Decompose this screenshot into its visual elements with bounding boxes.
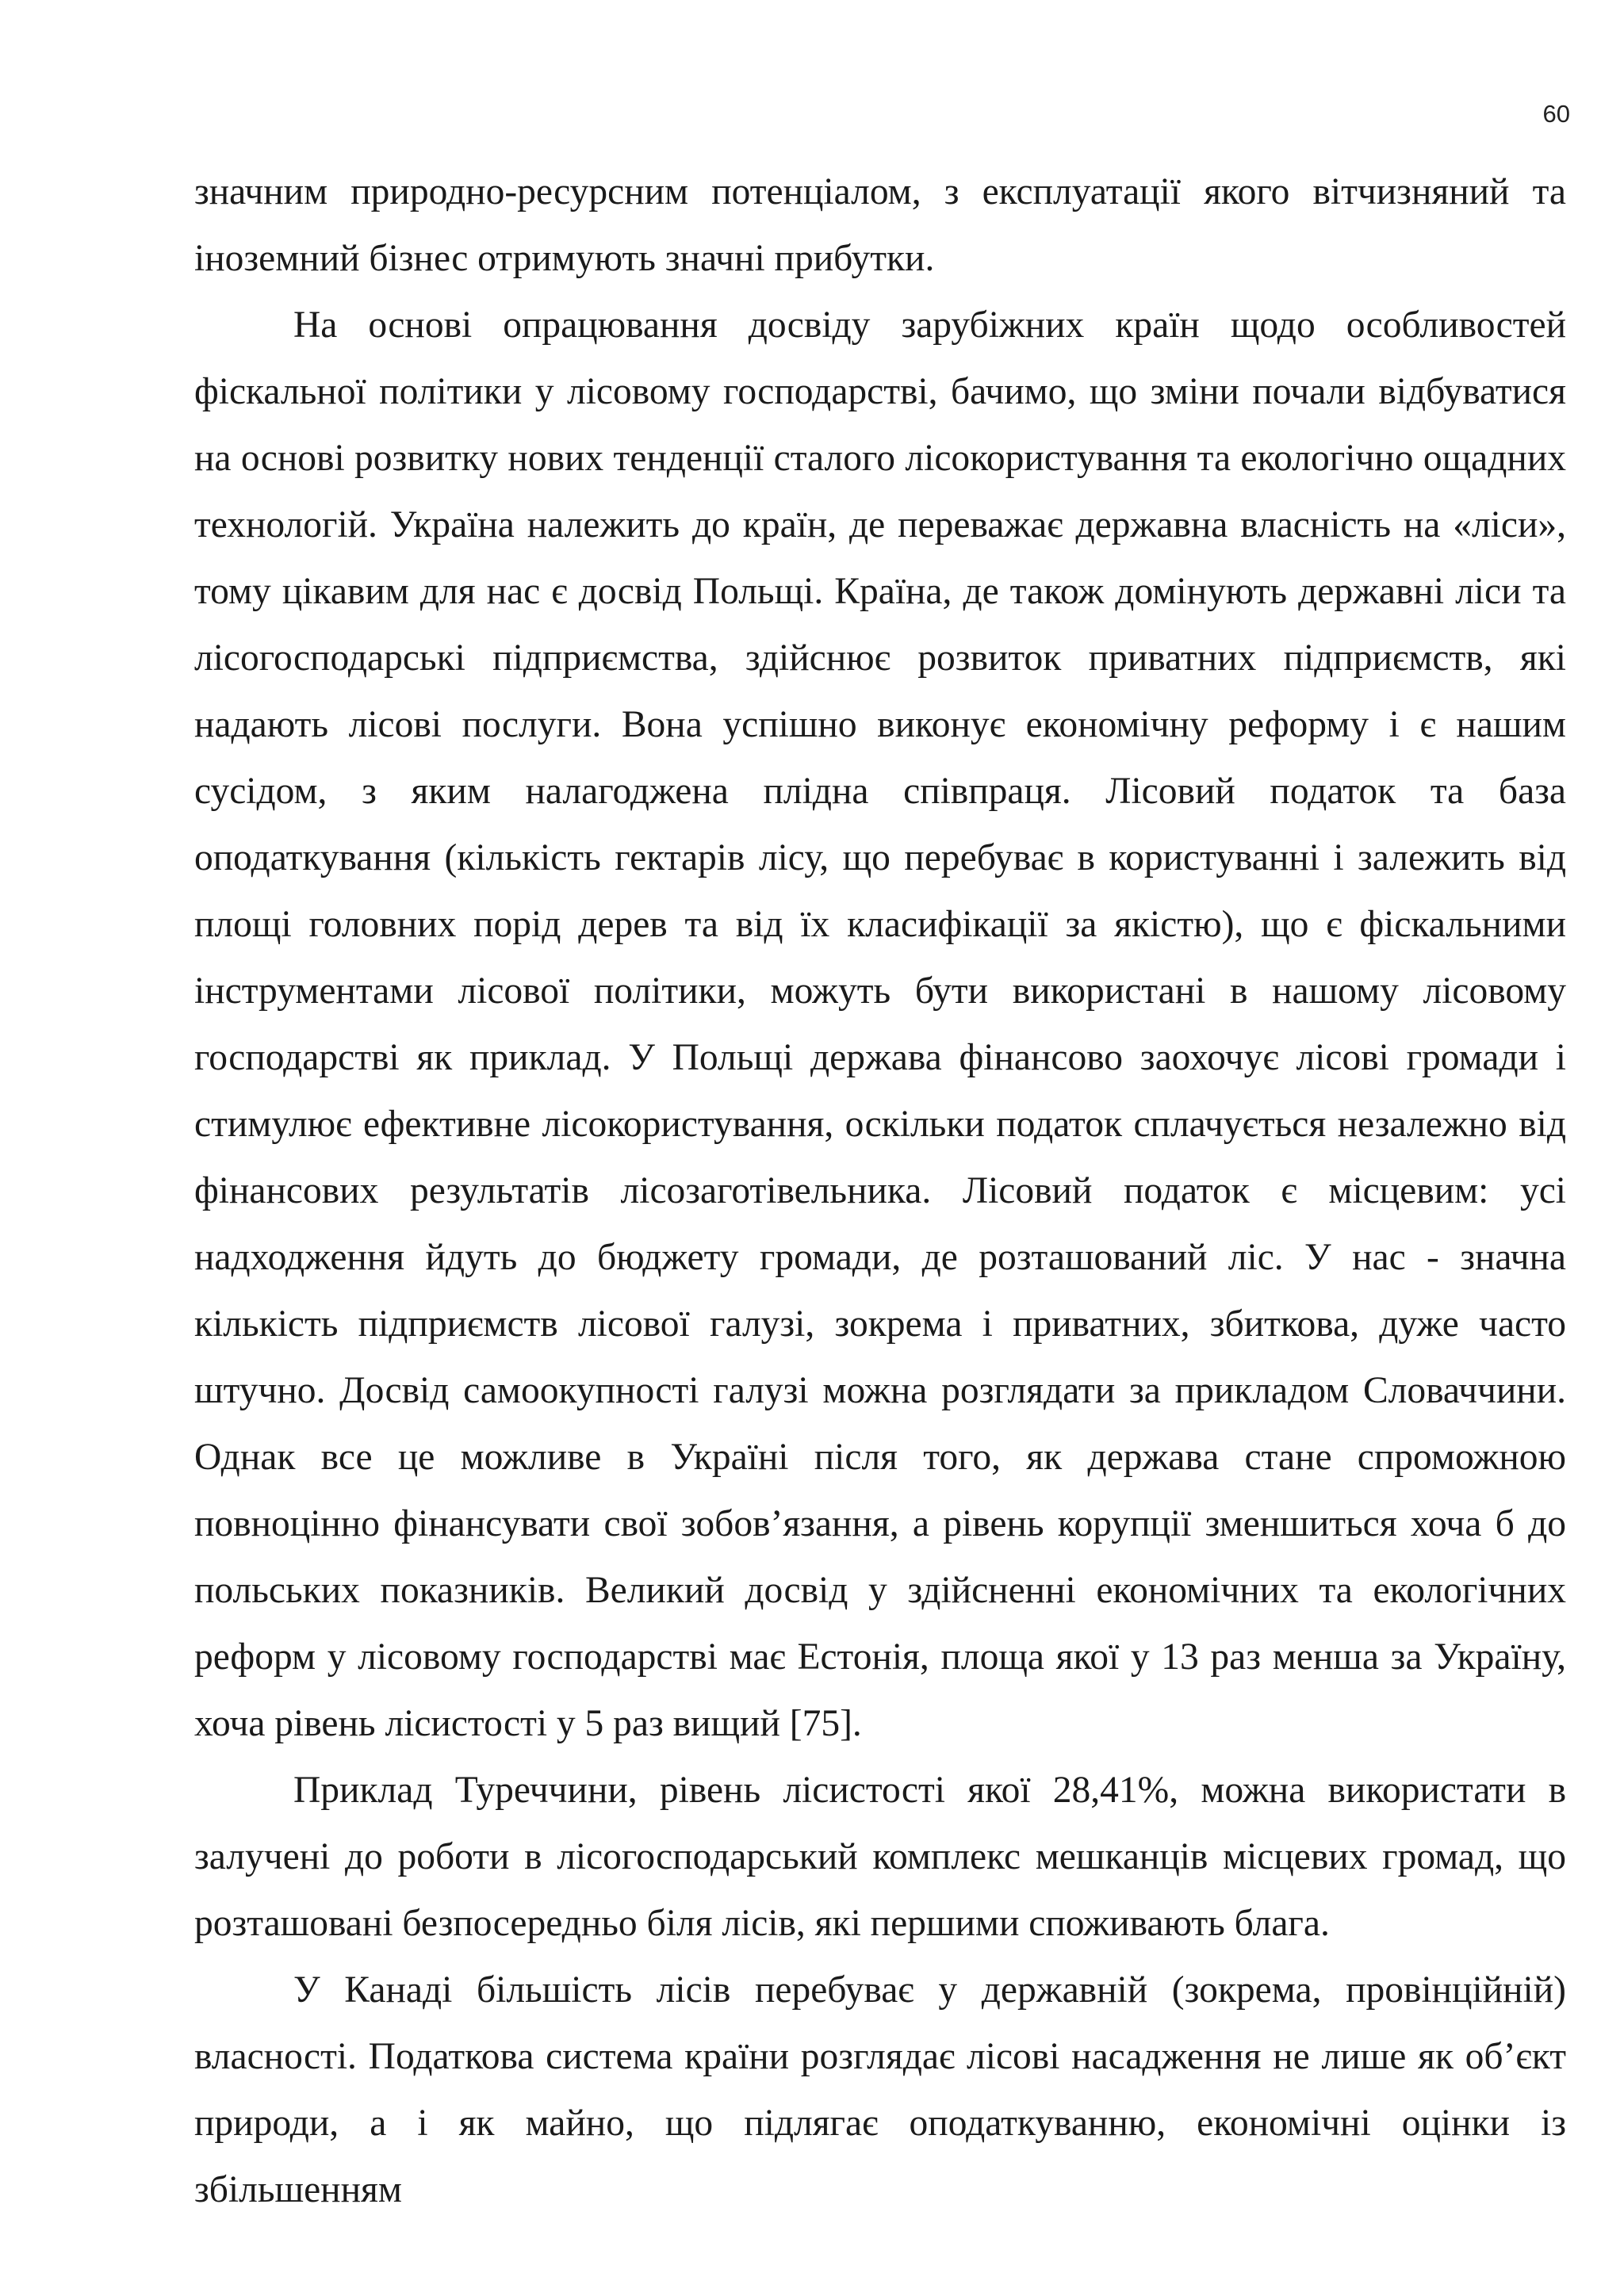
paragraph-foreign-experience: На основі опрацювання досвіду зарубіжних країн щодо особливостей фіскальної політики у лісовому господарстві, бачимо, що зміни почали відбуватися на основі розвитку нових тенденції сталого лісокористування та екологічно ощадних технологій. Україна належить до країн, де переважає державна власність на «ліси», тому цікавим для нас є досвід Польщі. Країна, де також домінують державні ліси та лісогосподарські підприємства, здійснює розвиток приватних підприємств, які надають лісові послуги. Вона успішно виконує економічну реформу і є нашим сусідом, з яким налагоджена плідна співпраця. Лісовий податок та база оподаткування (кількість гектарів лісу, що перебуває в користуванні і залежить від площі головних порід дерев та від їх класифікації за якістю), що є фіскальними інструментами лісової політики, можуть бути використані в нашому лісовому господарстві як приклад. У Польщі держава фінансово заохочує лісові громади і стимулює ефективне лісокористування, оскільки податок сплачується незалежно від фінансових результатів лісозаготівельника. Лісовий податок є місцевим: усі надходження йдуть до бюджету громади, де розташований ліс. У нас - значна кількість підприємств лісової галузі, зокрема і приватних, збиткова, дуже часто штучно. Досвід самоокупності галузі можна розглядати за прикладом Словаччини. Однак все це можливе в Україні після того, як держава стане спроможною повноцінно фінансувати свої зобов’язання, а рівень корупції зменшиться хоча б до польських показників. Великий досвід у здійсненні економічних та екологічних реформ у лісовому господарстві має Естонія, площа якої у 13 раз менша за Україну, хоча рівень лісистості у 5 раз вищий [75]. xyxy=(194,304,1566,1744)
page-body xyxy=(194,159,1566,2223)
page-number: 60 xyxy=(1542,100,1570,128)
paragraph-turkey: Приклад Туреччини, рівень лісистості якої 28,41%, можна використати в залучені до роботи в лісогосподарський комплекс мешканців місцевих громад, що розташовані безпосередньо біля лісів, які першими споживають блага. xyxy=(194,1770,1566,1944)
paragraph-canada: У Канаді більшість лісів перебуває у державній (зокрема, провінційній) власності. Податкова система країни розглядає лісові насадження не лише як об’єкт природи, а і як майно, що підлягає оподаткуванню, економічні оцінки із збільшенням xyxy=(194,1969,1566,2210)
paragraph-continuation: значним природно-ресурсним потенціалом, з експлуатації якого вітчизняний та іноземний бізнес отримують значні прибутки. xyxy=(194,171,1566,279)
